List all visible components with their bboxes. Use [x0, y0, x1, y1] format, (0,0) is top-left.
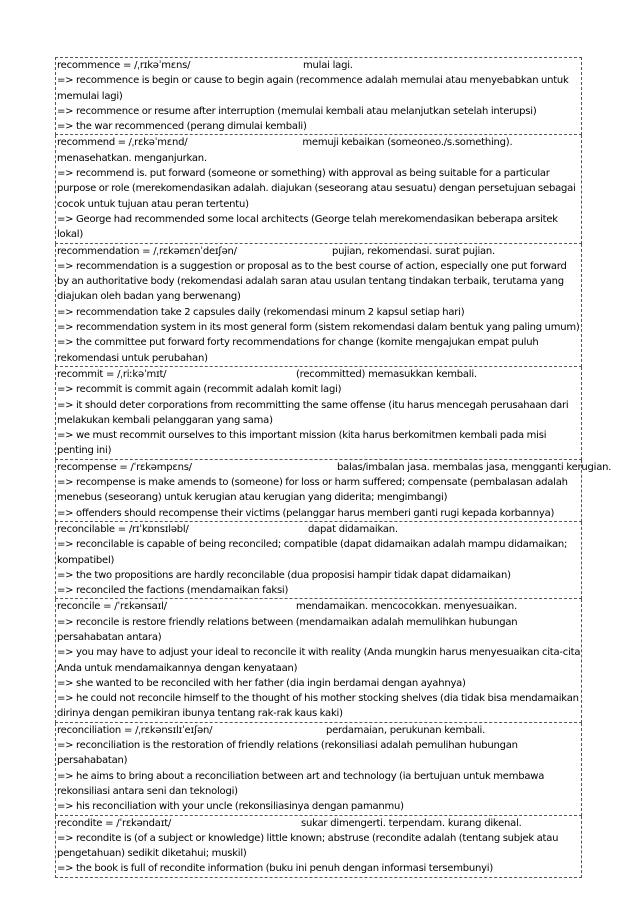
entry-example: => reconcilable is capable of being reconciled; compatible (dapat didamaikan adalah mampu didamaikan; kompatibel) — [57, 539, 568, 566]
entry-example: => the committee put forward forty recommendations for change (komite mengajukan empat puluh rekomendasi untuk perubahan) — [57, 337, 539, 364]
entry-example: => his reconciliation with your uncle (rekonsiliasinya dengan pamanmu) — [57, 801, 404, 813]
entry-example: => he aims to bring about a reconciliation between art and technology (ia bertujuan untuk membawa rekonsiliasi antara seni dan teknologi) — [57, 770, 545, 797]
entry-example: => we must recommit ourselves to this important mission (kita harus berkomitmen kembali pada misi penting ini) — [57, 430, 547, 457]
entry-meaning: dapat didamaikan. — [308, 523, 398, 535]
entry-example: => recommendation take 2 capsules daily (rekomendasi minum 2 kapsul setiap hari) — [57, 306, 465, 318]
entry-meaning: mulai lagi. — [303, 60, 353, 71]
dictionary-entry — [55, 244, 582, 367]
entry-example: => recommit is commit again (recommit adalah komit lagi) — [57, 384, 342, 396]
entry-term: recondite = /ˈrɛkəndaɪt/ — [57, 817, 172, 829]
entry-example: => recondite is (of a subject or knowledge) little known; abstruse (recondite adalah (tentang subjek atau pengetahuan) sedikit diketahui; muskil) — [57, 832, 559, 860]
entry-meaning: perdamaian, perukunan kembali. — [326, 724, 486, 736]
entry-example: => recommence or resume after interruption (memulai kembali atau melanjutkan setelah interupsi) — [57, 105, 537, 117]
entry-example: => the two propositions are hardly reconcilable (dua proposisi hampir tidak dapat didamaikan) — [57, 569, 511, 581]
entry-example: => recommence is begin or cause to begin again (recommence adalah memulai atau menyebabkan untuk memulai lagi) — [57, 75, 569, 102]
dictionary-entry — [55, 723, 582, 816]
dictionary-entry — [55, 522, 582, 599]
dictionary-table — [55, 57, 612, 878]
entry-term: reconciliation = /ˌrɛkənsɪlɪˈeɪʃən/ — [57, 724, 213, 736]
entry-term: recommence = /ˌrɪkəˈmɛns/ — [57, 60, 191, 71]
entry-heading — [56, 522, 581, 537]
entry-example: => reconciliation is the restoration of friendly relations (rekonsiliasi adalah pemulihan hubungan persahabatan) — [57, 740, 518, 767]
entry-meaning: pujian, rekomendasi. surat pujian. — [332, 245, 496, 257]
dictionary-entry — [55, 367, 582, 460]
entry-heading — [56, 367, 581, 382]
entry-example: => he could not reconcile himself to the thought of his mother stocking shelves (dia tidak bisa mendamaikan dirinya dengan pemikiran ibunya tentang rak-rak kaus kaki) — [57, 693, 579, 720]
dictionary-entry — [55, 460, 612, 522]
entry-example: => recommendation system in its most general form (sistem rekomendasi dalam bentuk yang paling umum) — [57, 322, 580, 334]
entry-term: recommend = /ˌrɛkəˈmɛnd/ — [57, 137, 188, 149]
entry-example: => offenders should recompense their victims (pelanggar harus memberi ganti rugi kepada korbannya) — [57, 507, 555, 519]
entry-meaning: sukar dimengerti. terpendam. kurang dikenal. — [301, 817, 522, 829]
entry-example: => you may have to adjust your ideal to reconcile it with reality (Anda mungkin harus menyesuaikan cita-cita Anda untuk mendamaikannya dengan kenyataan) — [57, 647, 581, 674]
entry-example: => it should deter corporations from recommitting the same offense (itu harus mencegah perusahaan dari melakukan kembali pelanggaran yang sama) — [57, 399, 569, 426]
entry-example: => reconciled the factions (mendamaikan faksi) — [57, 585, 289, 597]
entry-term: recommit = /ˌriːkəˈmɪt/ — [57, 368, 167, 380]
entry-term: recompense = /ˈrɛkəmpɛns/ — [57, 461, 192, 473]
dictionary-entry — [55, 135, 582, 243]
entry-meaning: mendamaikan. mencocokkan. menyesuaikan. — [296, 601, 517, 613]
entry-heading — [56, 723, 581, 738]
entry-example: => she wanted to be reconciled with her father (dia ingin berdamai dengan ayahnya) — [57, 677, 466, 689]
entry-example: => recompense is make amends to (someone) for loss or harm suffered; compensate (pembalasan adalah menebus (seseorang) untuk kerugian atau kerugian yang diderita; mengimbangi) — [57, 477, 568, 504]
entry-example: => George had recommended some local architects (George telah merekomendasikan beberapa arsitek lokal) — [57, 213, 558, 241]
entry-meaning: (recommitted) memasukkan kembali. — [296, 368, 477, 380]
entry-meaning: memuji kebaikan (someoneo./s.something). menasehatkan. menganjurkan. — [57, 137, 513, 164]
entry-example: => recommendation is a suggestion or proposal as to the best course of action, especially one put forward by an authoritative body (rekomendasi adalah saran atau usulan tentang tindakan terbaik, terutama yang diajukan oleh badan yang berwenang) — [57, 260, 567, 303]
entry-example: => recommend is. put forward (someone or something) with approval as being suitable for a particular purpose or role (merekomendasikan adalah. diajukan (seseorang atau sesuatu) dengan persetujuan sebagai cocok untuk tujuan atau peran tertentu) — [57, 168, 576, 210]
dictionary-entry — [55, 599, 582, 722]
entry-example: => the war recommenced (perang dimulai kembali) — [57, 121, 307, 133]
entry-meaning: balas/imbalan jasa. membalas jasa, mengganti kerugian. — [337, 461, 612, 473]
entry-term: reconcile = /ˈrɛkənsaɪl/ — [57, 601, 167, 613]
entry-term: reconcilable = /rɪˈkɒnsɪləbl/ — [57, 523, 189, 535]
entry-heading — [56, 135, 581, 166]
entry-term: recommendation = /ˌrɛkəmɛnˈdeɪʃən/ — [57, 245, 237, 257]
dictionary-entry — [55, 816, 582, 878]
entry-heading — [56, 460, 612, 475]
entry-heading — [56, 816, 581, 831]
entry-heading — [56, 58, 581, 73]
entry-example: => the book is full of recondite information (buku ini penuh dengan informasi tersembunyi) — [57, 863, 494, 875]
dictionary-entry — [55, 57, 582, 135]
entry-heading — [56, 244, 581, 259]
entry-example: => reconcile is restore friendly relations between (mendamaikan adalah memulihkan hubungan persahabatan antara) — [57, 616, 518, 643]
entry-heading — [56, 599, 581, 614]
